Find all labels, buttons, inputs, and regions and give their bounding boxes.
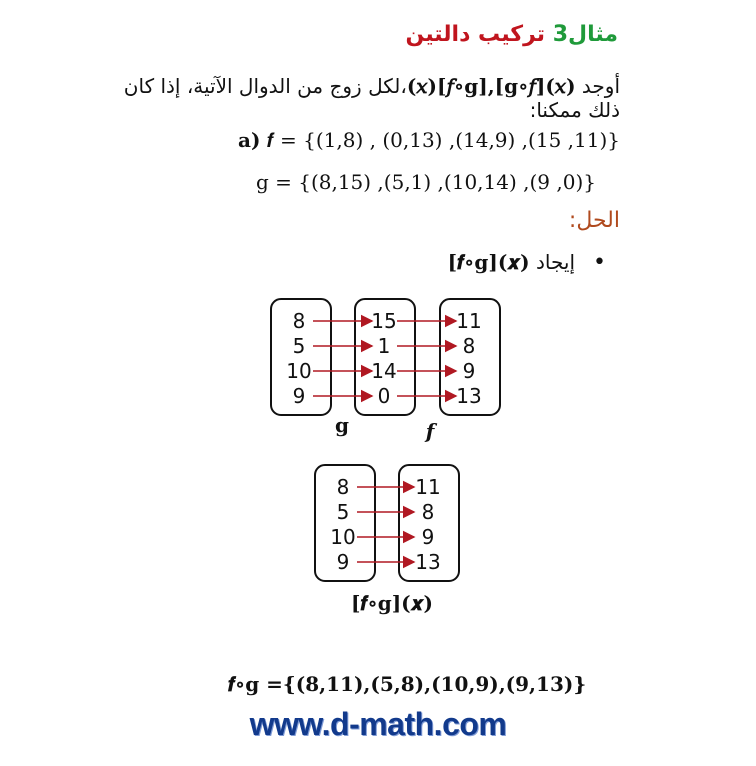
question-prefix: أوجد [575, 74, 620, 98]
diagram1-middle-value: 15 [371, 309, 397, 333]
diagram1-middle-value: 1 [377, 334, 391, 358]
diagram2-range-value: 13 [415, 550, 441, 574]
diagram2-caption: [𝒇∘g](𝒙) [351, 591, 433, 615]
diagram1-domain-value: 10 [286, 359, 312, 383]
diagram1-middle-value: 14 [371, 359, 397, 383]
diagram2-domain-value: 5 [336, 500, 350, 524]
diagram2-range-value: 8 [421, 500, 435, 524]
bullet-text: إيجاد [535, 250, 576, 274]
diagram1-label-f: 𝒇 [425, 419, 435, 443]
diagram2-domain-value: 10 [330, 525, 356, 549]
composition-result [228, 672, 586, 696]
diagram1-range-value: 11 [456, 309, 482, 333]
part-label: a) [238, 128, 261, 152]
website-footer: www.d-math.com [249, 706, 507, 742]
result-expression: 𝒇∘g ={(8,11),(5,8),(10,9),(9,13)} [228, 672, 587, 696]
question-expression: (𝑥)[𝑓∘g],[g∘𝑓](𝑥) [406, 74, 576, 98]
question-suffix: ،لكل زوج من الدوال الآتية، إذا كان [123, 74, 407, 98]
diagram1-domain-value: 5 [292, 334, 306, 358]
diagram2-range-value: 9 [421, 525, 435, 549]
diagram2-domain-value: 8 [336, 475, 350, 499]
diagram2-range-value: 11 [415, 475, 441, 499]
solution-label: الحل: [568, 208, 620, 233]
bullet-dot: • [593, 250, 606, 275]
diagram1-range-value: 9 [462, 359, 476, 383]
diagram1-domain-value: 8 [292, 309, 306, 333]
diagram2-domain-value: 9 [336, 550, 350, 574]
diagram1-range-value: 8 [462, 334, 476, 358]
f-set: 𝒇 = {(1,8) , (0,13) ,(14,9) ,(15 ,11)} [266, 128, 620, 152]
bullet-expression: [𝒇∘g](𝒙) [447, 250, 530, 274]
diagram1-range-value: 13 [456, 384, 482, 408]
question-line-2: ذلك ممكنا: [529, 98, 620, 122]
g-set: g = {(8,15) ,(5,1) ,(10,14) ,(9 ,0)} [255, 170, 596, 194]
diagram1-label-g: g [335, 413, 349, 437]
diagram1-middle-value: 0 [377, 384, 391, 408]
diagram1-domain-value: 9 [292, 384, 306, 408]
example-topic: تركيب دالتين [405, 22, 546, 47]
example-number: مثال3 [552, 22, 618, 47]
